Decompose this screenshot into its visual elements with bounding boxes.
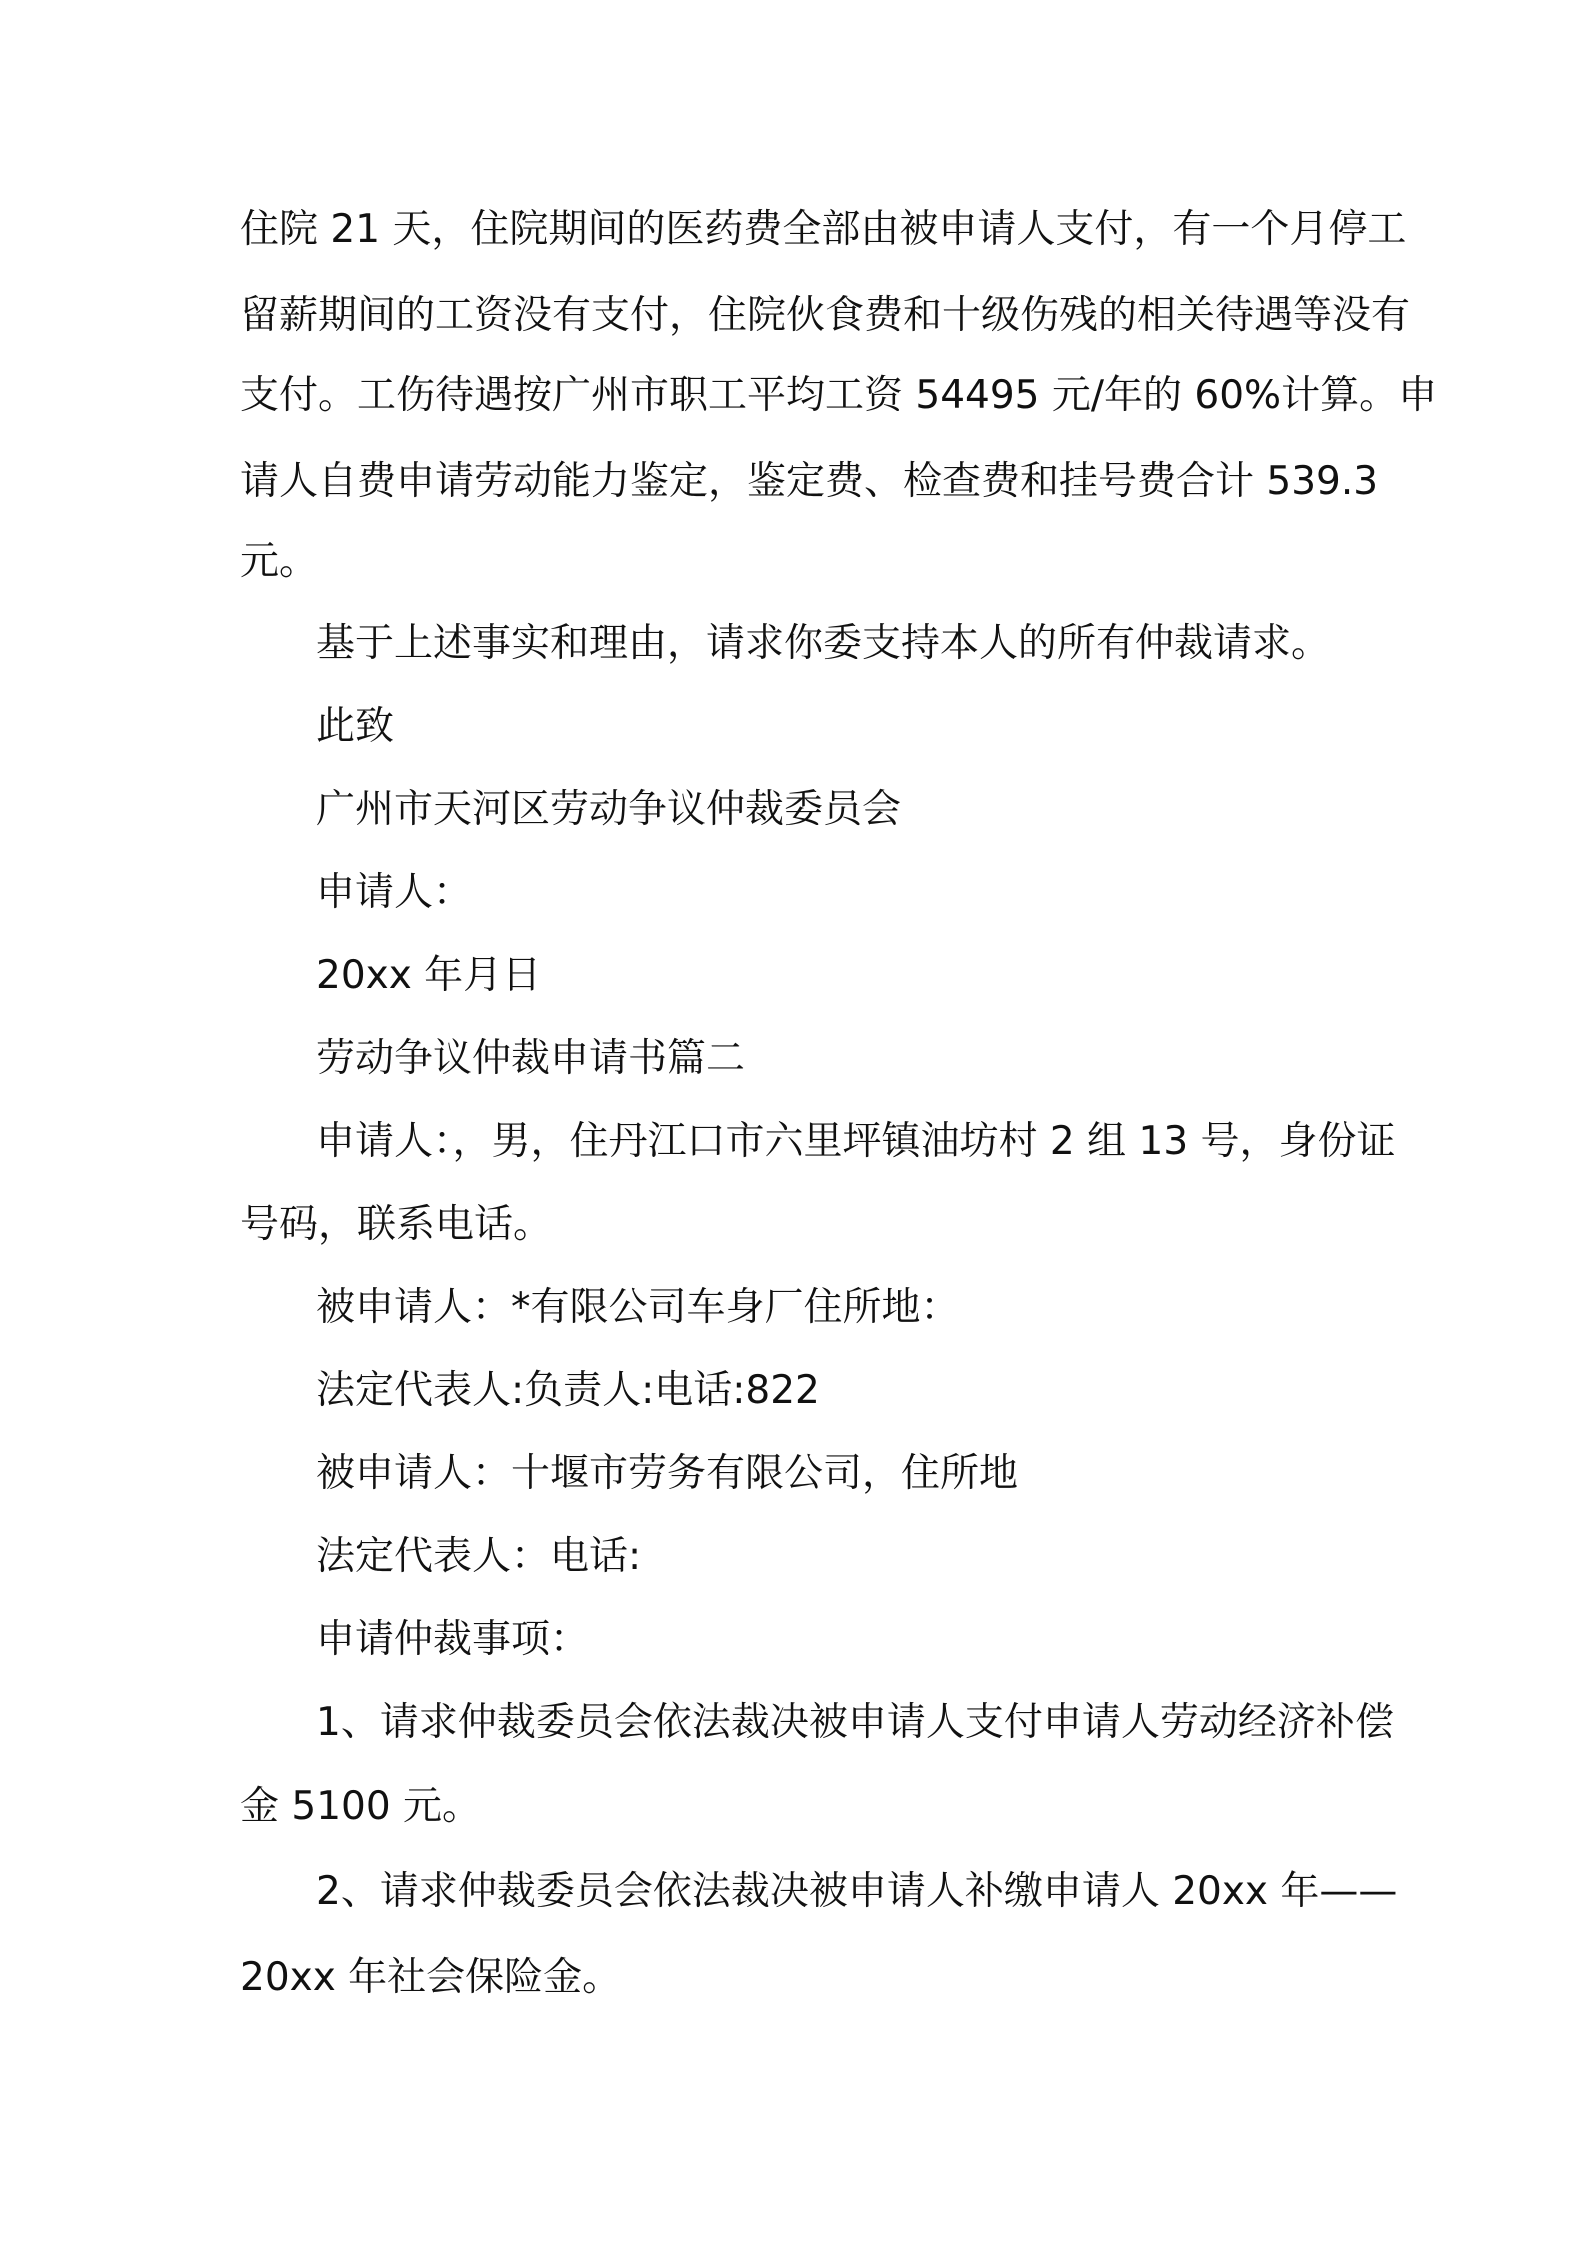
paragraph-line: 号码，联系电话。: [240, 1202, 553, 1247]
claim-item-continued: 金 5100 元。: [240, 1784, 482, 1829]
representative-line: 法定代表人：电话:: [316, 1534, 642, 1579]
section-heading: 申请仲裁事项：: [316, 1617, 590, 1662]
paragraph-line: 申请人：，男，住丹江口市六里坪镇油坊村 2 组 13 号，身份证: [316, 1119, 1396, 1164]
date-line: 20xx 年月日: [316, 953, 542, 998]
closing-salutation: 此致: [316, 704, 395, 749]
claim-item: 2、请求仲裁委员会依法裁决被申请人补缴申请人 20xx 年——: [316, 1869, 1398, 1914]
respondent-line: 被申请人：十堰市劳务有限公司，住所地: [316, 1451, 1019, 1496]
paragraph-line: 支付。工伤待遇按广州市职工平均工资 54495 元/年的 60%计算。申: [240, 373, 1438, 418]
claim-item-continued: 20xx 年社会保险金。: [240, 1955, 622, 2000]
recipient-line: 广州市天河区劳动争议仲裁委员会: [316, 787, 902, 832]
paragraph-line: 住院 21 天，住院期间的医药费全部由被申请人支付，有一个月停工: [240, 207, 1407, 252]
paragraph-line: 元。: [240, 539, 319, 584]
paragraph-line: 留薪期间的工资没有支付，住院伙食费和十级伤残的相关待遇等没有: [240, 293, 1411, 338]
paragraph-line: 基于上述事实和理由，请求你委支持本人的所有仲裁请求。: [316, 621, 1331, 666]
applicant-signature-line: 申请人：: [316, 870, 473, 915]
claim-item: 1、请求仲裁委员会依法裁决被申请人支付申请人劳动经济补偿: [316, 1700, 1394, 1745]
paragraph-line: 请人自费申请劳动能力鉴定，鉴定费、检查费和挂号费合计 539.3: [240, 459, 1379, 504]
respondent-line: 被申请人：*有限公司车身厂住所地：: [316, 1285, 960, 1330]
section-title: 劳动争议仲裁申请书篇二: [316, 1036, 746, 1081]
representative-line: 法定代表人:负责人:电话:822: [316, 1368, 820, 1413]
